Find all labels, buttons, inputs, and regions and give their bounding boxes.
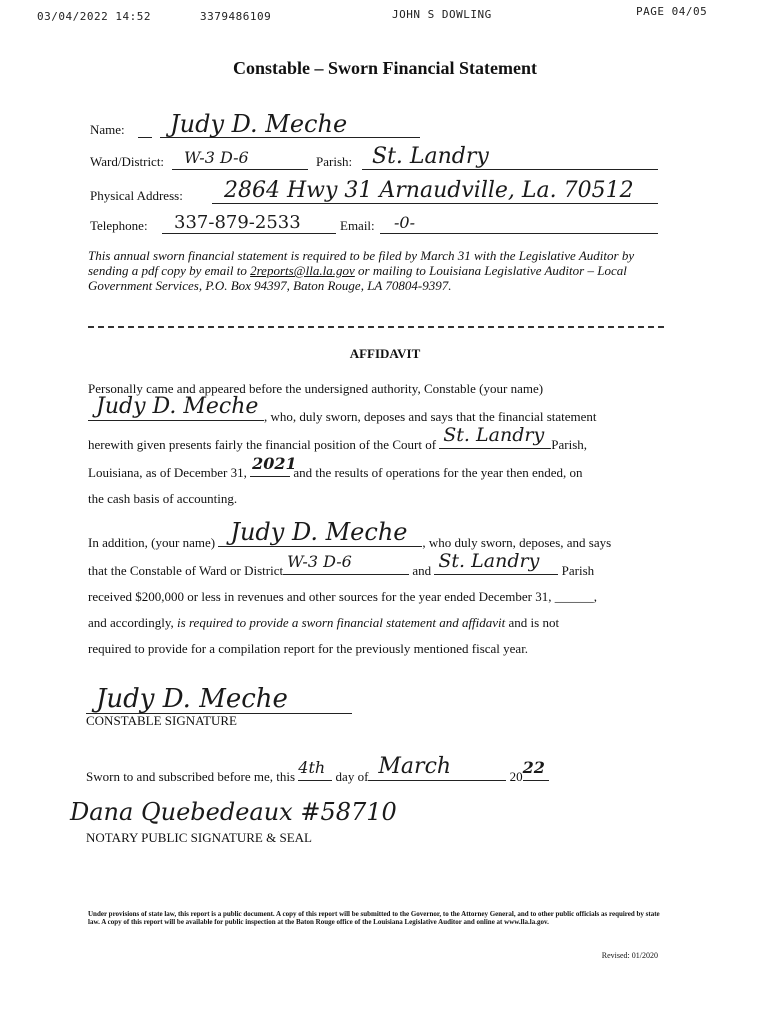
p2-line2 bbox=[88, 550, 664, 584]
p2-line4-a: and accordingly, bbox=[88, 615, 174, 630]
sworn-day: 4th bbox=[298, 758, 326, 777]
p2-line3: received $200,000 or less in revenues and other sources for the year ended December 31, ______, bbox=[88, 589, 597, 604]
sworn-year-prefix: 20 bbox=[509, 769, 523, 784]
sworn-month: March bbox=[378, 754, 452, 779]
address-value: 2864 Hwy 31 Arnaudville, La. 70512 bbox=[224, 178, 634, 203]
p2-line2-a: that the Constable of Ward or District bbox=[88, 563, 284, 578]
telephone-value: 337-879-2533 bbox=[174, 212, 301, 233]
p2-line2-c: Parish bbox=[561, 563, 595, 578]
p2-line5: required to provide for a compilation report for the previously mentioned fiscal year. bbox=[88, 641, 529, 656]
telephone-label: Telephone: bbox=[90, 218, 148, 233]
sworn-text-a: Sworn to and subscribed before me, this bbox=[86, 769, 296, 784]
sworn-line bbox=[86, 754, 549, 785]
revised-date: Revised: 01/2020 bbox=[601, 951, 658, 960]
p2-line4-italic: is required to provide a sworn financial statement and affidavit bbox=[177, 615, 506, 630]
address-label: Physical Address: bbox=[90, 188, 183, 203]
p1-line2 bbox=[88, 394, 664, 430]
affidavit-paragraph-2 bbox=[88, 518, 664, 662]
p1-parish: St. Landry bbox=[443, 424, 545, 446]
p1-line4-b: and the results of operations for the year then ended, on bbox=[293, 465, 583, 480]
fax-datetime: 03/04/2022 14:52 bbox=[37, 10, 151, 23]
name-value: Judy D. Meche bbox=[170, 110, 348, 138]
constable-signature: Judy D. Meche bbox=[96, 684, 288, 714]
address-underline bbox=[212, 203, 658, 204]
p1-line3-b: Parish, bbox=[551, 437, 588, 452]
name-underline-lead bbox=[138, 137, 152, 138]
footer-fine-print: Under provisions of state law, this report is a public document. A copy of this report will be submitted to the Governor, to the Attorney General, and to other public officials as required by state law. A copy of this report will be available for public inspection at the Baton Rouge office of the Louisiana Legislative Auditor and online at www.lla.la.gov. bbox=[88, 910, 660, 926]
filing-notice bbox=[88, 248, 663, 293]
p1-year: 2021 bbox=[252, 454, 297, 473]
fax-phone: 3379486109 bbox=[200, 10, 272, 23]
p2-line4 bbox=[88, 610, 664, 636]
fax-sender: JOHN S DOWLING bbox=[392, 8, 492, 21]
p2-line1-b: , who duly sworn, deposes, and says bbox=[422, 535, 612, 550]
p2-line1-a: In addition, (your name) bbox=[88, 535, 216, 550]
p2-parish: St. Landry bbox=[438, 550, 540, 572]
p2-line1 bbox=[88, 518, 664, 556]
p1-line4-a: Louisiana, as of December 31, bbox=[88, 465, 247, 480]
notice-text-before: This annual sworn financial statement is required to be filed by March 31 with the Legislative Auditor by sending a pdf copy by email to bbox=[88, 248, 635, 278]
document-title: Constable – Sworn Financial Statement bbox=[232, 58, 537, 78]
email-underline bbox=[380, 233, 658, 234]
email-label: Email: bbox=[340, 218, 375, 233]
notary-signature: Dana Quebedeaux #58710 bbox=[70, 798, 397, 826]
p1-line3 bbox=[88, 424, 664, 458]
p2-line4-b: and is not bbox=[508, 615, 560, 630]
parish-value: St. Landry bbox=[372, 144, 489, 169]
notice-text-after: or mailing to Louisiana Legislative Auditor – Local Government Services, P.O. Box 94397, Baton Rouge, LA 70804-9397. bbox=[88, 263, 627, 293]
section-divider bbox=[88, 326, 664, 328]
p2-line2-b: and bbox=[412, 563, 432, 578]
notary-label: NOTARY PUBLIC SIGNATURE & SEAL bbox=[86, 830, 312, 845]
p2-ward: W-3 D-6 bbox=[287, 552, 352, 571]
telephone-underline bbox=[162, 233, 336, 234]
email-value: -0- bbox=[394, 213, 415, 232]
p1-line3-a: herewith given presents fairly the financial position of the Court of bbox=[88, 437, 437, 452]
affidavit-paragraph-1 bbox=[88, 376, 664, 512]
sworn-year-suffix: 22 bbox=[522, 758, 545, 777]
parish-label: Parish: bbox=[316, 154, 353, 169]
parish-underline bbox=[362, 169, 658, 170]
constable-signature-label: CONSTABLE SIGNATURE bbox=[86, 713, 237, 728]
name-label: Name: bbox=[90, 122, 125, 137]
p1-line4 bbox=[88, 454, 664, 486]
notice-email-link[interactable]: 2reports@lla.la.gov bbox=[250, 263, 355, 278]
affidavit-heading: AFFIDAVIT bbox=[349, 346, 421, 361]
p1-line5: the cash basis of accounting. bbox=[88, 491, 238, 506]
ward-underline bbox=[172, 169, 308, 170]
p1-line1: Personally came and appeared before the undersigned authority, Constable (your name) bbox=[88, 381, 544, 396]
ward-label: Ward/District: bbox=[90, 154, 165, 169]
fax-page: PAGE 04/05 bbox=[636, 5, 708, 18]
p1-name: Judy D. Meche bbox=[96, 394, 259, 419]
p1-line2-rest: , who, duly sworn, deposes and says that the financial statement bbox=[264, 409, 597, 424]
ward-value: W-3 D-6 bbox=[184, 148, 249, 167]
sworn-text-b: day of bbox=[335, 769, 369, 784]
p2-name: Judy D. Meche bbox=[230, 518, 408, 546]
